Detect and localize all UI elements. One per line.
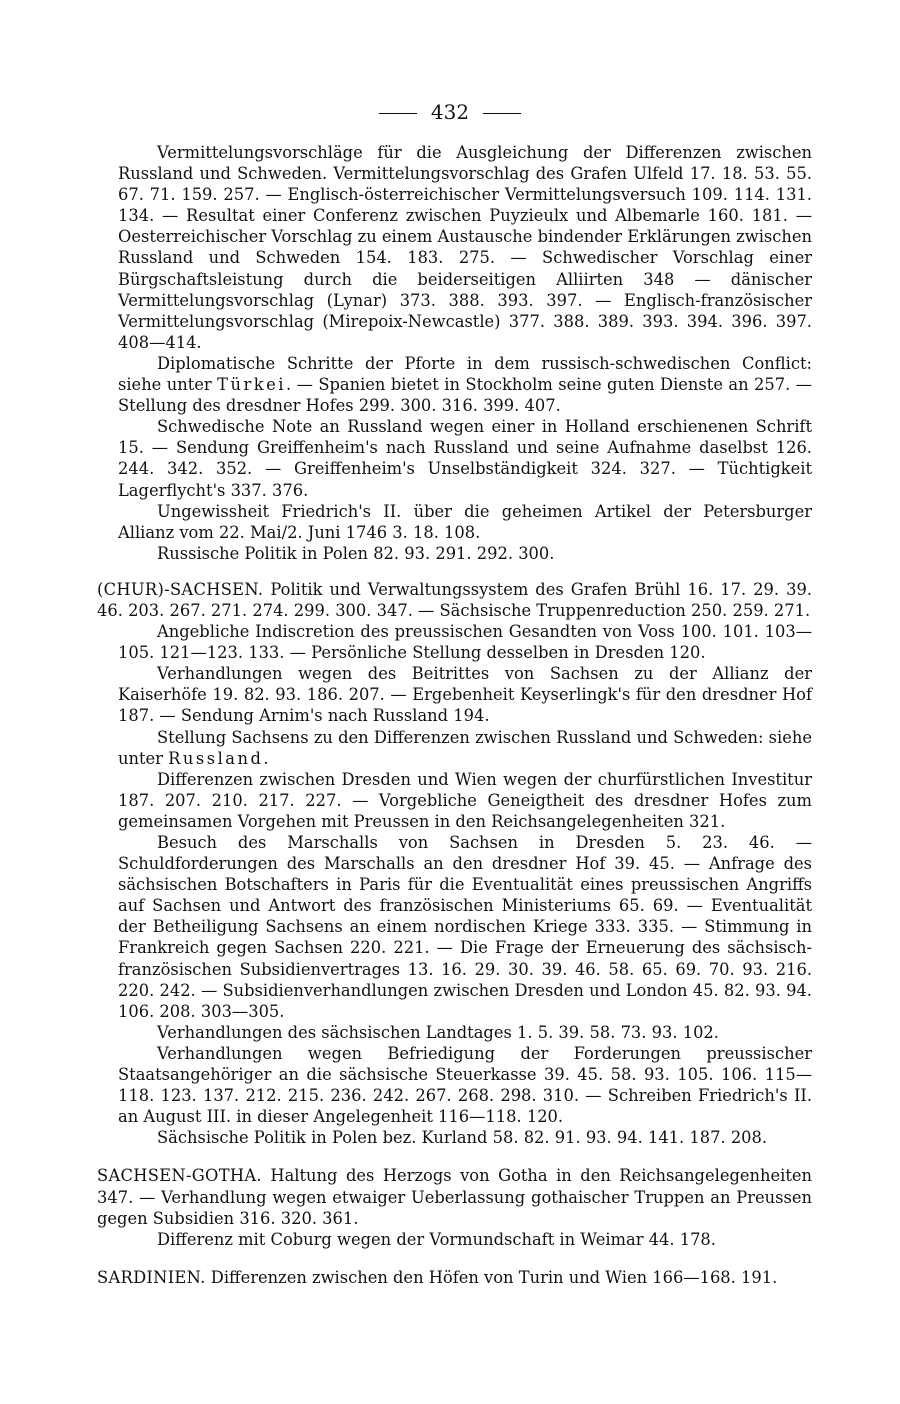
cross-reference: Türkei	[217, 375, 286, 395]
paragraph-text: . — Spanien bietet in Stockholm seine guten Dienste an 257. — Stellung des dresdner Hofes 299. 300. 316. 399. 407.	[118, 375, 812, 416]
index-entry-chur-sachsen	[97, 579, 812, 621]
index-paragraph: Verhandlungen des sächsischen Landtages 1. 5. 39. 58. 73. 93. 102.	[157, 1022, 719, 1042]
entry-heading: SARDINIEN.	[97, 1267, 206, 1287]
index-paragraph: Vermittelungsvorschläge für die Ausgleichung der Differenzen zwischen Russland und Schweden. Vermittelungsvorschlag des Grafen Ulfeld 17. 18. 53. 55. 67. 71. 159. 257. — Englisch-österreichischer Vermittelungsversuch 109. 114. 131. 134. — Resultat einer Conferenz zwischen Puyzieulx und Albemarle 160. 181. — Oesterreichischer Vorschlag zu einem Austausche bindender Erklärungen zwischen Russland und Schweden 154. 183. 275. — Schwedischer Vorschlag einer Bürgschaftsleistung durch die beiderseitigen Alliirten 348 — dänischer Vermittelungsvorschlag (Lynar) 373. 388. 393. 397. — Englisch-französischer Vermittelungsvorschlag (Mirepoix-Newcastle) 377. 388. 389. 393. 394. 396. 397. 408—414.	[118, 143, 812, 352]
index-entry-sardinien	[97, 1267, 812, 1288]
entry-text: Differenzen zwischen den Höfen von Turin und Wien 166—168. 191.	[210, 1267, 778, 1287]
index-paragraph	[118, 353, 812, 416]
index-paragraph: Differenz mit Coburg wegen der Vormundschaft in Weimar 44. 178.	[157, 1229, 716, 1249]
index-paragraph	[118, 727, 812, 769]
entry-spacer	[118, 564, 812, 579]
paragraph-text: .	[263, 748, 269, 768]
index-paragraph: Besuch des Marschalls von Sachsen in Dresden 5. 23. 46. — Schuldforderungen des Marschalls an den dresdner Hof 39. 45. — Anfrage des sächsischen Botschafters in Paris für die Eventualität eines preussischen Angriffs auf Sachsen und Antwort des französischen Ministeriums 65. 69. — Eventualität der Betheiligung Sachsens an einem nordischen Kriege 333. 335. — Stimmung in Frankreich gegen Sachsen 220. 221. — Die Frage der Erneuerung des sächsisch-französischen Subsidienvertrages 13. 16. 29. 30. 39. 46. 58. 65. 69. 70. 93. 216. 220. 242. — Subsidienverhandlungen zwischen Dresden und London 45. 82. 93. 94. 106. 208. 303—305.	[118, 833, 812, 1021]
index-paragraph: Schwedische Note an Russland wegen einer in Holland erschienenen Schrift 15. — Sendung Greiffenheim's nach Russland und seine Aufnahme daselbst 126. 244. 342. 352. — Greiffenheim's Unselbständigkeit 324. 327. — Tüchtigkeit Lagerflycht's 337. 376.	[118, 417, 812, 500]
entry-heading: SACHSEN-GOTHA.	[97, 1166, 262, 1186]
index-paragraph: Verhandlungen wegen des Beitrittes von Sachsen zu der Allianz der Kaiserhöfe 19. 82. 93. 186. 207. — Ergebenheit Keyserlingk's für den dresdner Hof 187. — Sendung Arnim's nach Russland 194.	[118, 664, 812, 726]
index-paragraph: Differenzen zwischen Dresden und Wien wegen der churfürstlichen Investitur 187. 207. 210. 217. 227. — Vorgebliche Geneigtheit des dresdner Hofes zum gemeinsamen Vorgehen mit Preussen in den Reichsangelegenheiten 321.	[118, 769, 812, 831]
index-paragraph: Angebliche Indiscretion des preussischen Gesandten von Voss 100. 101. 103—105. 121—123. 133. — Persönliche Stellung desselben in Dresden 120.	[118, 622, 812, 663]
page-number: 432	[430, 100, 470, 124]
index-paragraph: Ungewissheit Friedrich's II. über die geheimen Artikel der Petersburger Allianz vom 22. Mai/2. Juni 1746 3. 18. 108.	[118, 501, 812, 542]
entry-spacer	[118, 1148, 812, 1165]
entry-text: Haltung des Herzogs von Gotha in den Reichsangelegenheiten 347. — Verhandlung wegen etwaiger Ueberlassung gothaischer Truppen an Preussen gegen Subsidien 316. 320. 361.	[97, 1166, 812, 1228]
cross-reference: Russland	[168, 748, 264, 768]
index-text	[97, 142, 812, 1288]
entry-text: Politik und Verwaltungssystem des Grafen Brühl 16. 17. 29. 39. 46. 203. 267. 271. 274. 299. 300. 347. — Sächsische Truppenreduction 250. 259. 271.	[97, 579, 812, 620]
entry-heading: (CHUR)-SACHSEN.	[97, 579, 264, 599]
page-header	[0, 100, 900, 124]
entry-spacer	[118, 1250, 812, 1267]
index-paragraph: Russische Politik in Polen 82. 93. 291. 292. 300.	[157, 543, 555, 563]
index-paragraph: Sächsische Politik in Polen bez. Kurland 58. 82. 91. 93. 94. 141. 187. 208.	[157, 1128, 768, 1148]
paragraph-text: Stellung Sachsens zu den Differenzen zwischen Russland und Schweden: siehe unter	[118, 727, 812, 768]
paragraph-text: Diplomatische Schritte der Pforte in dem russisch-schwedischen Conflict: siehe unter	[118, 353, 812, 395]
index-entry-sachsen-gotha	[97, 1165, 812, 1228]
index-paragraph: Verhandlungen wegen Befriedigung der Forderungen preussischer Staatsangehöriger an die sächsische Steuerkasse 39. 45. 58. 93. 105. 106. 115—118. 123. 137. 212. 215. 236. 242. 267. 268. 298. 310. — Schreiben Friedrich's II. an August III. in dieser Angelegenheit 116—118. 120.	[118, 1043, 812, 1127]
header-rule-right	[483, 113, 521, 114]
header-rule-left	[379, 113, 417, 114]
